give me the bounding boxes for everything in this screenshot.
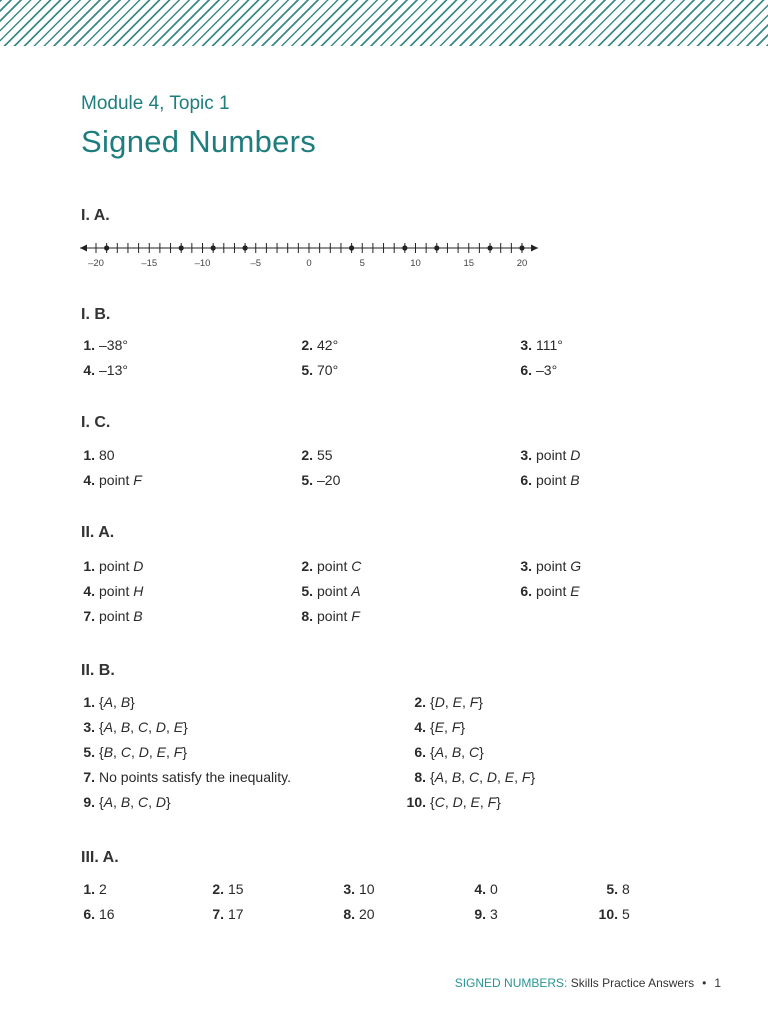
answer-number: 10.	[598, 906, 618, 922]
answer-text: 2	[99, 881, 107, 897]
answer-text	[317, 558, 361, 574]
answer-item	[405, 794, 501, 810]
answer-item	[81, 881, 107, 897]
answer-text	[536, 447, 580, 463]
answer-item	[405, 719, 465, 735]
answer-item	[81, 362, 128, 378]
answer-text	[536, 583, 580, 599]
footer-bullet: •	[702, 976, 707, 990]
answer-number: 6.	[520, 583, 532, 599]
tick-label: 20	[516, 258, 528, 269]
answer-number: 2.	[301, 447, 313, 463]
answer-prefix: point	[99, 558, 134, 574]
set-element: F	[487, 794, 497, 810]
page-number: 1	[714, 976, 721, 990]
set-element: C	[434, 794, 445, 810]
answer-number: 5.	[606, 881, 618, 897]
plotted-point	[402, 245, 407, 250]
answer-item	[81, 558, 143, 574]
answer-number: 6.	[414, 744, 426, 760]
answer-item	[81, 906, 115, 922]
answer-item	[81, 769, 291, 785]
answer-item	[518, 472, 580, 488]
plotted-point	[211, 245, 216, 250]
answer-item	[518, 362, 557, 378]
module-label: Module 4, Topic 1	[81, 93, 230, 114]
answer-number: 7.	[83, 608, 95, 624]
answer-text: 111°	[536, 337, 563, 353]
answer-text	[317, 608, 360, 624]
set-element: D	[138, 744, 149, 760]
answer-item	[81, 794, 171, 810]
answer-variable: F	[133, 472, 142, 488]
answer-text: 16	[99, 906, 115, 922]
answer-item	[81, 472, 142, 488]
answer-number: 2.	[301, 558, 313, 574]
number-line	[76, 236, 546, 272]
tick-label: 15	[463, 258, 475, 269]
answer-item	[299, 558, 361, 574]
answer-number: 1.	[83, 558, 95, 574]
set-element: A	[103, 794, 114, 810]
set-element: A	[103, 694, 114, 710]
answer-text: –38°	[99, 337, 128, 353]
answer-item	[81, 337, 128, 353]
tick-label: 10	[410, 258, 421, 269]
answer-number: 6.	[520, 472, 532, 488]
tick-label: –5	[250, 258, 262, 269]
section-heading-1b: I. B.	[81, 306, 111, 323]
answer-text: 17	[228, 906, 244, 922]
answer-item	[518, 337, 563, 353]
tick-label: 0	[306, 258, 312, 269]
answer-number: 1.	[83, 337, 95, 353]
answer-number: 3.	[520, 558, 532, 574]
set-element: F	[173, 744, 183, 760]
answer-text	[536, 558, 581, 574]
set-element: B	[120, 694, 131, 710]
answer-text: 42°	[317, 337, 339, 353]
answer-text: –3°	[536, 362, 558, 378]
page-footer	[455, 976, 721, 990]
answer-item	[81, 447, 115, 463]
answer-number: 7.	[83, 769, 95, 785]
set-element: E	[156, 744, 166, 760]
answer-number: 1.	[83, 694, 95, 710]
answer-item	[518, 447, 580, 463]
set-element: C	[468, 769, 480, 785]
answer-number: 8.	[414, 769, 426, 785]
set-element: D	[155, 719, 166, 735]
set-element: D	[434, 694, 445, 710]
set-element: A	[103, 719, 114, 735]
tick-label: –10	[194, 258, 211, 269]
set-element: D	[155, 794, 166, 810]
plotted-point	[487, 245, 492, 250]
answer-item	[299, 608, 360, 624]
set-element: F	[521, 769, 531, 785]
answer-item	[597, 906, 630, 922]
answer-text	[99, 472, 142, 488]
answer-item	[405, 694, 483, 710]
section-heading-1a: I. A.	[81, 207, 110, 224]
answer-item	[81, 694, 135, 710]
answer-item	[334, 881, 375, 897]
plotted-point	[519, 245, 524, 250]
answer-item	[518, 558, 581, 574]
answer-prefix: point	[536, 447, 571, 463]
left-arrow-icon	[80, 245, 87, 252]
answer-number: 6.	[520, 362, 532, 378]
set-element: B	[451, 769, 462, 785]
answer-variable: A	[351, 583, 361, 599]
answer-text: {A, B, C, D}	[99, 794, 171, 810]
answer-text	[99, 583, 143, 599]
set-element: E	[173, 719, 184, 735]
answer-text: 0	[490, 881, 498, 897]
set-element: C	[137, 794, 149, 810]
answer-item	[334, 906, 375, 922]
answer-number: 8.	[301, 608, 313, 624]
answer-number: 9.	[474, 906, 486, 922]
tick-label: –15	[141, 258, 158, 269]
answer-text: –13°	[99, 362, 128, 378]
answer-text: 70°	[317, 362, 339, 378]
answer-text: 20	[359, 906, 375, 922]
answer-number: 9.	[83, 794, 95, 810]
set-element: A	[434, 744, 445, 760]
answer-item	[81, 744, 187, 760]
answer-item	[81, 583, 143, 599]
answer-variable: E	[570, 583, 580, 599]
answer-text: 10	[359, 881, 375, 897]
answer-text: 5	[622, 906, 630, 922]
answer-item	[472, 906, 498, 922]
answer-number: 10.	[406, 794, 426, 810]
answer-number: 4.	[474, 881, 486, 897]
footer-section-label: SIGNED NUMBERS:	[454, 976, 568, 990]
set-element: A	[434, 769, 445, 785]
answer-item	[405, 769, 535, 785]
answer-prefix: point	[536, 558, 571, 574]
tick-label: –20	[88, 258, 104, 269]
answer-text: –20	[317, 472, 341, 488]
answer-item	[203, 881, 244, 897]
answer-prefix: point	[317, 608, 352, 624]
answer-variable: D	[133, 558, 144, 574]
answer-item	[597, 881, 630, 897]
answer-item	[299, 583, 361, 599]
answer-item	[472, 881, 498, 897]
answer-item	[299, 362, 338, 378]
answer-text: {A, B, C, D, E, F}	[430, 769, 536, 785]
answer-item	[81, 608, 143, 624]
answer-item	[299, 447, 333, 463]
plotted-point	[104, 245, 109, 250]
answer-number: 3.	[520, 337, 532, 353]
answer-text: No points satisfy the inequality.	[99, 769, 291, 785]
answer-text	[99, 558, 143, 574]
answer-number: 1.	[83, 447, 95, 463]
answer-text: 8	[622, 881, 630, 897]
answer-number: 5.	[301, 362, 313, 378]
answer-number: 5.	[301, 472, 313, 488]
set-element: C	[120, 744, 131, 760]
answer-text: 15	[228, 881, 244, 897]
answer-text: {B, C, D, E, F}	[99, 744, 187, 760]
set-element: B	[120, 794, 131, 810]
answer-item	[299, 472, 340, 488]
answer-item	[203, 906, 244, 922]
answer-prefix: point	[99, 608, 134, 624]
answer-text	[99, 608, 143, 624]
set-element: E	[434, 719, 445, 735]
set-element: B	[103, 744, 114, 760]
section-heading-3a: III. A.	[81, 849, 119, 866]
footer-doc-label: Skills Practice Answers	[570, 976, 695, 990]
answer-item	[518, 583, 580, 599]
plotted-point	[349, 245, 354, 250]
answer-number: 3.	[83, 719, 95, 735]
answer-prefix: point	[317, 558, 352, 574]
set-element: D	[452, 794, 463, 810]
answer-number: 5.	[301, 583, 313, 599]
answer-prefix: point	[99, 583, 134, 599]
answer-number: 3.	[343, 881, 355, 897]
answer-text: {C, D, E, F}	[430, 794, 501, 810]
section-heading-2a: II. A.	[81, 524, 115, 541]
section-heading-2b: II. B.	[81, 662, 115, 679]
answer-variable: F	[351, 608, 360, 624]
answer-prefix: point	[536, 472, 571, 488]
set-element: B	[451, 744, 462, 760]
answer-variable: D	[570, 447, 581, 463]
plotted-point	[179, 245, 184, 250]
set-element: C	[468, 744, 480, 760]
answer-number: 2.	[301, 337, 313, 353]
right-arrow-icon	[531, 245, 538, 252]
answer-number: 4.	[83, 472, 95, 488]
answer-number: 2.	[414, 694, 426, 710]
answer-text: {A, B}	[99, 694, 135, 710]
answer-prefix: point	[317, 583, 352, 599]
set-element: B	[120, 719, 131, 735]
answer-text: {D, E, F}	[430, 694, 483, 710]
answer-text: {A, B, C}	[430, 744, 484, 760]
answer-prefix: point	[99, 472, 134, 488]
answer-variable: H	[133, 583, 144, 599]
answer-number: 7.	[212, 906, 224, 922]
answer-text	[536, 472, 580, 488]
set-element: E	[452, 694, 462, 710]
answer-number: 4.	[83, 362, 95, 378]
answer-variable: C	[351, 558, 362, 574]
tick-label: 5	[359, 258, 365, 269]
set-element: C	[137, 719, 149, 735]
section-heading-1c: I. C.	[81, 414, 111, 431]
answer-number: 4.	[414, 719, 426, 735]
answer-number: 2.	[212, 881, 224, 897]
set-element: F	[451, 719, 461, 735]
answer-text	[317, 583, 361, 599]
page-title: Signed Numbers	[81, 124, 317, 159]
answer-item	[81, 719, 188, 735]
answer-text: {A, B, C, D, E}	[99, 719, 188, 735]
answer-prefix: point	[536, 583, 571, 599]
plotted-point	[243, 245, 248, 250]
answer-variable: B	[133, 608, 143, 624]
answer-item	[299, 337, 338, 353]
answer-number: 3.	[520, 447, 532, 463]
set-element: F	[469, 694, 479, 710]
set-element: D	[486, 769, 497, 785]
answer-variable: B	[570, 472, 580, 488]
answer-item	[405, 744, 484, 760]
answer-text: 80	[99, 447, 115, 463]
set-element: E	[504, 769, 515, 785]
answer-number: 5.	[83, 744, 95, 760]
answer-number: 1.	[83, 881, 95, 897]
answer-text: 55	[317, 447, 333, 463]
answer-text: 3	[490, 906, 498, 922]
answer-number: 4.	[83, 583, 95, 599]
set-element: E	[470, 794, 480, 810]
answer-number: 8.	[343, 906, 355, 922]
header-stripe-band	[0, 0, 768, 46]
plotted-point	[434, 245, 439, 250]
answer-number: 6.	[83, 906, 95, 922]
answer-text: {E, F}	[430, 719, 466, 735]
answer-variable: G	[570, 558, 582, 574]
